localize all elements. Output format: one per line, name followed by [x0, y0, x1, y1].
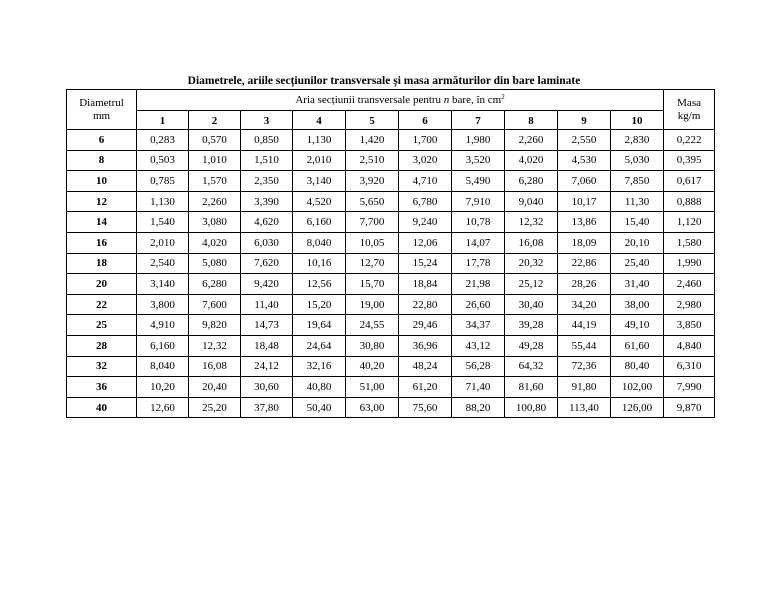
area-cell: 2,010	[293, 150, 346, 171]
area-cell: 15,40	[611, 212, 664, 233]
area-cell: 2,540	[137, 253, 189, 274]
area-cell: 14,07	[452, 232, 505, 253]
diameter-cell: 10	[67, 171, 137, 192]
area-cell: 30,40	[505, 294, 558, 315]
area-cell: 1,700	[399, 130, 452, 151]
mass-cell: 2,980	[664, 294, 715, 315]
area-cell: 2,350	[241, 171, 293, 192]
area-cell: 18,09	[558, 232, 611, 253]
area-cell: 12,60	[137, 397, 189, 418]
area-cell: 11,40	[241, 294, 293, 315]
area-cell: 15,20	[293, 294, 346, 315]
area-cell: 24,55	[346, 315, 399, 336]
area-cell: 3,020	[399, 150, 452, 171]
area-cell: 2,830	[611, 130, 664, 151]
area-cell: 16,08	[189, 356, 241, 377]
table-body	[67, 130, 715, 418]
area-cell: 38,00	[611, 294, 664, 315]
diameter-cell: 18	[67, 253, 137, 274]
area-cell: 9,420	[241, 274, 293, 295]
area-cell: 9,040	[505, 191, 558, 212]
area-cell: 40,20	[346, 356, 399, 377]
area-cell: 32,16	[293, 356, 346, 377]
bar-count-header: 8	[505, 111, 558, 130]
area-cell: 12,06	[399, 232, 452, 253]
area-cell: 16,08	[505, 232, 558, 253]
table-row	[67, 315, 715, 336]
table-title: Diametrele, ariile secțiunilor transversale și masa armăturilor din bare laminate	[187, 75, 581, 87]
area-cell: 11,30	[611, 191, 664, 212]
area-cell: 5,080	[189, 253, 241, 274]
area-header	[137, 90, 664, 111]
area-cell: 1,540	[137, 212, 189, 233]
area-cell: 22,86	[558, 253, 611, 274]
area-cell: 49,28	[505, 335, 558, 356]
mass-cell: 1,990	[664, 253, 715, 274]
bar-count-header: 9	[558, 111, 611, 130]
area-cell: 2,260	[505, 130, 558, 151]
area-cell: 21,98	[452, 274, 505, 295]
area-cell: 1,510	[241, 150, 293, 171]
area-cell: 72,36	[558, 356, 611, 377]
area-cell: 14,73	[241, 315, 293, 336]
table-row	[67, 130, 715, 151]
table-row	[67, 232, 715, 253]
table-row	[67, 274, 715, 295]
area-cell: 126,00	[611, 397, 664, 418]
diameter-header-unit: mm	[92, 109, 111, 122]
area-cell: 3,140	[293, 171, 346, 192]
area-cell: 1,980	[452, 130, 505, 151]
diameter-cell: 12	[67, 191, 137, 212]
area-cell: 1,130	[137, 191, 189, 212]
mass-cell: 1,120	[664, 212, 715, 233]
mass-cell: 4,840	[664, 335, 715, 356]
area-cell: 6,280	[505, 171, 558, 192]
area-cell: 10,17	[558, 191, 611, 212]
area-cell: 63,00	[346, 397, 399, 418]
area-cell: 61,60	[611, 335, 664, 356]
area-cell: 3,800	[137, 294, 189, 315]
area-cell: 10,20	[137, 377, 189, 398]
area-cell: 9,820	[189, 315, 241, 336]
area-cell: 28,26	[558, 274, 611, 295]
area-cell: 31,40	[611, 274, 664, 295]
area-cell: 50,40	[293, 397, 346, 418]
area-cell: 5,650	[346, 191, 399, 212]
area-cell: 1,130	[293, 130, 346, 151]
area-cell: 5,490	[452, 171, 505, 192]
area-cell: 4,910	[137, 315, 189, 336]
area-cell: 3,080	[189, 212, 241, 233]
area-cell: 25,20	[189, 397, 241, 418]
area-cell: 61,20	[399, 377, 452, 398]
bar-count-header: 1	[137, 111, 189, 130]
area-cell: 34,20	[558, 294, 611, 315]
area-cell: 30,80	[346, 335, 399, 356]
area-cell: 20,32	[505, 253, 558, 274]
area-cell: 6,160	[293, 212, 346, 233]
mass-cell: 9,870	[664, 397, 715, 418]
area-cell: 56,28	[452, 356, 505, 377]
table-row	[67, 335, 715, 356]
area-cell: 7,850	[611, 171, 664, 192]
area-header-suffix: bare, în cm	[449, 94, 502, 106]
rebar-table	[66, 89, 715, 418]
area-cell: 0,850	[241, 130, 293, 151]
diameter-cell: 8	[67, 150, 137, 171]
area-cell: 19,00	[346, 294, 399, 315]
table-row	[67, 150, 715, 171]
area-cell: 24,12	[241, 356, 293, 377]
bar-count-header: 2	[189, 111, 241, 130]
mass-cell: 7,990	[664, 377, 715, 398]
area-cell: 8,040	[137, 356, 189, 377]
area-cell: 10,05	[346, 232, 399, 253]
area-cell: 3,920	[346, 171, 399, 192]
area-cell: 37,80	[241, 397, 293, 418]
area-cell: 6,030	[241, 232, 293, 253]
area-cell: 44,19	[558, 315, 611, 336]
area-cell: 4,020	[505, 150, 558, 171]
area-cell: 3,390	[241, 191, 293, 212]
diameter-cell: 36	[67, 377, 137, 398]
area-cell: 0,570	[189, 130, 241, 151]
table-row	[67, 397, 715, 418]
diameter-cell: 25	[67, 315, 137, 336]
mass-cell: 0,222	[664, 130, 715, 151]
diameter-cell: 20	[67, 274, 137, 295]
area-cell: 39,28	[505, 315, 558, 336]
bar-count-header: 6	[399, 111, 452, 130]
area-cell: 3,140	[137, 274, 189, 295]
area-cell: 7,620	[241, 253, 293, 274]
area-cell: 20,10	[611, 232, 664, 253]
area-cell: 6,280	[189, 274, 241, 295]
area-cell: 15,70	[346, 274, 399, 295]
table-row	[67, 294, 715, 315]
area-cell: 1,010	[189, 150, 241, 171]
mass-header-label: Masa	[677, 96, 701, 109]
table-header	[67, 90, 715, 130]
area-cell: 100,80	[505, 397, 558, 418]
area-cell: 55,44	[558, 335, 611, 356]
area-cell: 6,780	[399, 191, 452, 212]
area-cell: 7,910	[452, 191, 505, 212]
bar-count-header: 3	[241, 111, 293, 130]
area-cell: 4,710	[399, 171, 452, 192]
diameter-cell: 28	[67, 335, 137, 356]
area-cell: 91,80	[558, 377, 611, 398]
area-cell: 12,32	[189, 335, 241, 356]
area-header-n: n	[443, 94, 450, 106]
mass-cell: 0,617	[664, 171, 715, 192]
area-cell: 10,78	[452, 212, 505, 233]
area-cell: 43,12	[452, 335, 505, 356]
area-cell: 2,550	[558, 130, 611, 151]
table-row	[67, 171, 715, 192]
table-row	[67, 191, 715, 212]
area-cell: 81,60	[505, 377, 558, 398]
table-row	[67, 356, 715, 377]
area-cell: 4,530	[558, 150, 611, 171]
area-cell: 71,40	[452, 377, 505, 398]
area-cell: 8,040	[293, 232, 346, 253]
mass-cell: 1,580	[664, 232, 715, 253]
area-cell: 30,60	[241, 377, 293, 398]
bar-count-header: 5	[346, 111, 399, 130]
mass-cell: 6,310	[664, 356, 715, 377]
table-row	[67, 253, 715, 274]
area-cell: 113,40	[558, 397, 611, 418]
area-header-exponent: 2	[501, 93, 505, 101]
area-cell: 25,40	[611, 253, 664, 274]
area-cell: 1,570	[189, 171, 241, 192]
area-cell: 12,32	[505, 212, 558, 233]
area-cell: 3,520	[452, 150, 505, 171]
area-cell: 24,64	[293, 335, 346, 356]
area-cell: 2,010	[137, 232, 189, 253]
area-cell: 0,283	[137, 130, 189, 151]
diameter-cell: 16	[67, 232, 137, 253]
area-cell: 102,00	[611, 377, 664, 398]
bar-count-header: 7	[452, 111, 505, 130]
area-cell: 19,64	[293, 315, 346, 336]
area-cell: 51,00	[346, 377, 399, 398]
area-cell: 13,86	[558, 212, 611, 233]
area-cell: 0,503	[137, 150, 189, 171]
area-cell: 12,70	[346, 253, 399, 274]
area-cell: 7,600	[189, 294, 241, 315]
diameter-cell: 32	[67, 356, 137, 377]
bar-count-header: 10	[611, 111, 664, 130]
table-row	[67, 212, 715, 233]
bar-count-row	[67, 111, 715, 130]
area-cell: 4,020	[189, 232, 241, 253]
area-cell: 2,510	[346, 150, 399, 171]
mass-header	[664, 90, 715, 130]
diameter-cell: 22	[67, 294, 137, 315]
mass-cell: 2,460	[664, 274, 715, 295]
area-cell: 5,030	[611, 150, 664, 171]
mass-cell: 0,395	[664, 150, 715, 171]
area-cell: 36,96	[399, 335, 452, 356]
area-cell: 4,520	[293, 191, 346, 212]
area-cell: 40,80	[293, 377, 346, 398]
area-cell: 48,24	[399, 356, 452, 377]
area-cell: 34,37	[452, 315, 505, 336]
diameter-cell: 14	[67, 212, 137, 233]
mass-cell: 0,888	[664, 191, 715, 212]
area-cell: 18,84	[399, 274, 452, 295]
area-cell: 6,160	[137, 335, 189, 356]
area-cell: 12,56	[293, 274, 346, 295]
area-cell: 10,16	[293, 253, 346, 274]
area-cell: 7,060	[558, 171, 611, 192]
area-cell: 26,60	[452, 294, 505, 315]
area-cell: 80,40	[611, 356, 664, 377]
area-cell: 17,78	[452, 253, 505, 274]
area-cell: 18,48	[241, 335, 293, 356]
area-cell: 2,260	[189, 191, 241, 212]
table-row	[67, 377, 715, 398]
area-cell: 29,46	[399, 315, 452, 336]
area-cell: 22,80	[399, 294, 452, 315]
area-cell: 49,10	[611, 315, 664, 336]
bar-count-header: 4	[293, 111, 346, 130]
mass-cell: 3,850	[664, 315, 715, 336]
area-cell: 25,12	[505, 274, 558, 295]
area-cell: 7,700	[346, 212, 399, 233]
area-cell: 15,24	[399, 253, 452, 274]
mass-header-unit: kg/m	[677, 109, 701, 122]
diameter-cell: 6	[67, 130, 137, 151]
area-cell: 88,20	[452, 397, 505, 418]
area-cell: 4,620	[241, 212, 293, 233]
diameter-header-label: Diametrul	[79, 96, 124, 109]
area-cell: 75,60	[399, 397, 452, 418]
area-header-prefix: Aria secțiunii transversale pentru	[295, 94, 444, 106]
area-cell: 64,32	[505, 356, 558, 377]
area-cell: 20,40	[189, 377, 241, 398]
area-cell: 9,240	[399, 212, 452, 233]
area-cell: 0,785	[137, 171, 189, 192]
diameter-header	[67, 90, 137, 130]
area-cell: 1,420	[346, 130, 399, 151]
diameter-cell: 40	[67, 397, 137, 418]
